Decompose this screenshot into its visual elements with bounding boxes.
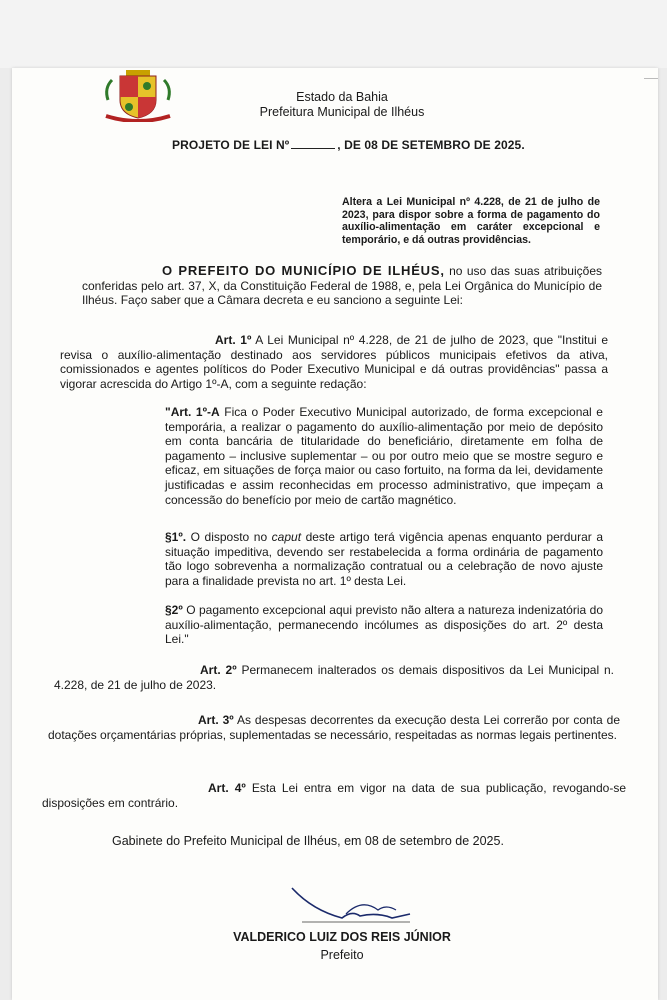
paragraph-2-label: §2º: [165, 603, 183, 617]
municipal-coat-of-arms-icon: [102, 70, 174, 122]
article-1a-text: Fica o Poder Executivo Municipal autorizado, de forma excepcional e temporária, a realizar o pagamento do auxílio-alimentação por meio de depósito em conta bancária de titularidade do beneficiário, diretamente em folha de pagamento – inclusive suplementar – ou por outro meio que se mostre seguro e eficaz, em situações de força maior ou caso fortuito, na forma da lei, devidamente justificadas e assim reconhecidas em processo administrativo, que impeçam a concessão do benefício por meio de cartão magnético.: [165, 405, 603, 507]
paragraph-1-text-b: deste artigo terá vigência apenas enquanto perdurar a situação impeditiva, devendo ser restabelecida a forma ordinária de pagamento tão logo sobrevenha a normalização contratual ou a celebração de novo ajuste para a finalidade prevista no art. 1º desta Lei.: [165, 530, 603, 588]
signatory-role: Prefeito: [320, 948, 364, 962]
photo-top-margin: [0, 0, 667, 68]
article-3-text: As despesas decorrentes da execução desta Lei correrão por conta de dotações orçamentárias próprias, suplementadas se necessário, respeitadas as normas legais pertinentes.: [48, 713, 620, 742]
letterhead: [212, 90, 472, 120]
bill-title: [172, 138, 525, 152]
preamble-caps: O PREFEITO DO MUNICÍPIO DE ILHÉUS,: [162, 263, 445, 278]
caput-term: caput: [271, 530, 302, 544]
page-fold: [644, 68, 658, 79]
handwritten-signature-icon: [282, 880, 422, 930]
article-3-label: Art. 3º: [198, 713, 234, 727]
bill-title-prefix: PROJETO DE LEI Nº: [172, 138, 290, 152]
closing-line: Gabinete do Prefeito Municipal de Ilhéus, em 08 de setembro de 2025.: [112, 834, 504, 848]
city-hall-name: Prefeitura Municipal de Ilhéus: [259, 105, 425, 119]
paragraph-1-text-a: O disposto no: [186, 530, 272, 544]
article-1a: [165, 405, 603, 507]
article-1: [60, 333, 608, 391]
article-3: [48, 713, 620, 742]
paragraph-2-text: O pagamento excepcional aqui previsto não altera a natureza indenizatória do auxílio-alimentação, permanecendo incólumes as disposições do art. 2º desta Lei.": [165, 603, 603, 647]
bill-summary: Altera a Lei Municipal nº 4.228, de 21 de julho de 2023, para dispor sobre a forma de pagamento do auxílio-alimentação em caráter excepcional e temporário, e dá outras providências.: [342, 196, 600, 246]
article-2-label: Art. 2º: [200, 663, 237, 677]
state-name: Estado da Bahia: [296, 90, 388, 104]
article-4-label: Art. 4º: [208, 781, 246, 795]
preamble: [82, 264, 602, 308]
article-1a-label: "Art. 1º-A: [165, 405, 220, 419]
bill-number-blank: [291, 148, 335, 149]
article-2: [54, 663, 614, 692]
article-4-text: Esta Lei entra em vigor na data de sua publicação, revogando-se disposições em contrário.: [42, 781, 626, 810]
article-4: [42, 781, 626, 810]
paragraph-1-label: §1º.: [165, 530, 187, 544]
signatory-name: VALDERICO LUIZ DOS REIS JÚNIOR: [233, 930, 451, 944]
document-page: [12, 68, 658, 1000]
preamble-text: no uso das suas atribuições conferidas pelo art. 37, X, da Constituição Federal de 1988, e, pela Lei Orgânica do Município de Ilhéus. Faço saber que a Câmara decreta e eu sanciono a seguinte Lei:: [82, 264, 602, 308]
bill-title-suffix: , DE 08 DE SETEMBRO DE 2025.: [337, 138, 525, 152]
article-1-label: Art. 1º: [215, 333, 252, 347]
article-2-text: Permanecem inalterados os demais dispositivos da Lei Municipal n. 4.228, de 21 de julho de 2023.: [54, 663, 615, 692]
paragraph-1: [165, 530, 603, 588]
article-1-text: A Lei Municipal nº 4.228, de 21 de julho de 2023, que "Institui e revisa o auxílio-alimentação destinado aos servidores públicos municipais efetivos da ativa, comissionados e agentes políticos do Poder Executivo Municipal e dá outras providências" passa a vigorar acrescida do Artigo 1º-A, com a seguinte redação:: [60, 333, 608, 391]
paragraph-2: [165, 603, 603, 647]
